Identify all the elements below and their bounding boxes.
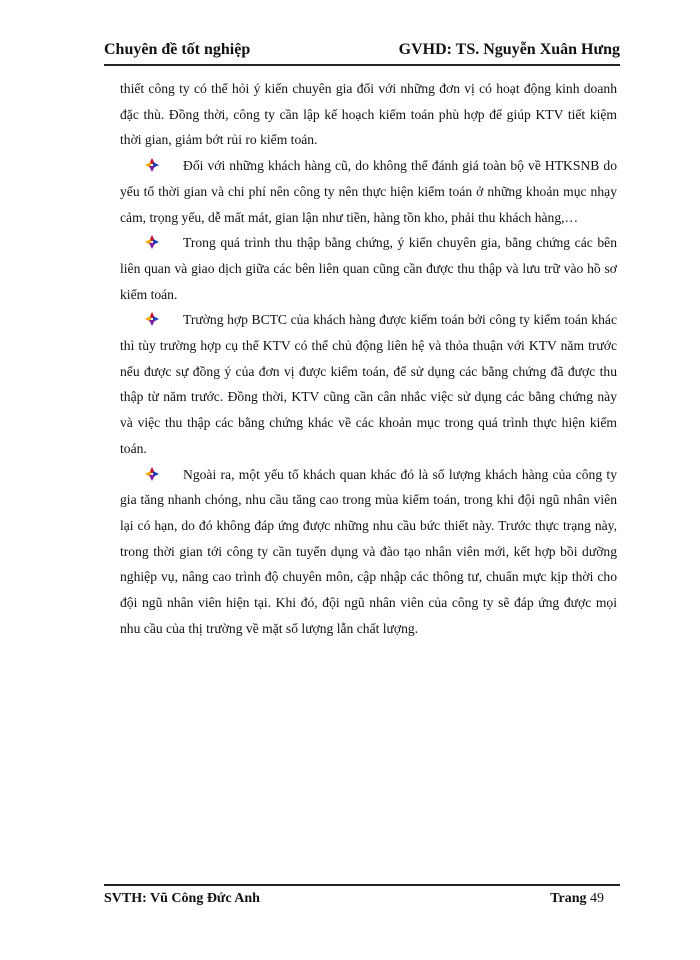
arrow-bullet-icon [145,312,159,326]
page-number-value: 49 [590,891,604,906]
arrow-bullet-icon [145,467,159,481]
header-title: Chuyên đề tốt nghiệp [104,41,251,58]
bullet-text: Trường hợp BCTC của khách hàng được kiểm toán bởi công ty kiểm toán khác thì tùy trường hợp cụ thể KTV có thể chủ động liên hệ và thỏa thuận với KTV năm trước nếu được sự đồng ý của đơn vị được kiểm toán, để sử dụng các bằng chứng đã được thu thập từ năm trước. Đồng thời, KTV cũng cần cân nhắc việc sử dụng các bằng chứng này và việc thu thập các bằng chứng khác về các khoản mục trong quá trình thực hiện kiểm toán. [120,312,617,456]
bullet-paragraph-3 [120,307,617,461]
bullet-text: Trong quá trình thu thập bằng chứng, ý kiến chuyên gia, bằng chứng các bên liên quan và giao dịch giữa các bên liên quan cũng cần được thu thập và lưu trữ vào hồ sơ kiểm toán. [120,235,617,302]
page-label: Trang [550,891,587,906]
arrow-bullet-icon [145,235,159,249]
paragraph-continuation: thiết công ty có thể hỏi ý kiến chuyên gia đối với những đơn vị có hoạt động kinh doanh đặc thù. Đồng thời, công ty cần lập kế hoạch kiểm toán phù hợp để giúp KTV tiết kiệm thời gian, giảm bớt rủi ro kiểm toán. [120,81,617,148]
arrow-bullet-icon [145,158,159,172]
header-advisor: GVHD: TS. Nguyễn Xuân Hưng [398,41,620,58]
bullet-paragraph-2 [120,230,617,307]
body-text [120,76,617,641]
page-header [104,40,620,66]
bullet-text: Ngoài ra, một yếu tố khách quan khác đó là số lượng khách hàng của công ty gia tăng nhanh chóng, nhu cầu tăng cao trong mùa kiểm toán, trong khi đội ngũ nhân viên lại có hạn, do đó không đáp ứng được những nhu cầu bức thiết này. Trước thực trạng này, trong thời gian tới công ty cần tuyển dụng và đào tạo nhân viên mới, kết hợp bồi dưỡng nghiệp vụ, nâng cao trình độ chuyên môn, cập nhập các thông tư, chuẩn mực kịp thời cho đội ngũ nhân viên hiện tại. Khi đó, đội ngũ nhân viên của công ty sẽ đáp ứng được mọi nhu cầu của thị trường về mặt số lượng lẫn chất lượng. [120,466,617,636]
bullet-paragraph-1 [120,153,617,230]
page-footer [104,884,620,914]
bullet-paragraph-4 [120,462,617,642]
page-number [550,890,604,908]
bullet-text: Đối với những khách hàng cũ, do không thể đánh giá toàn bộ về HTKSNB do yếu tố thời gian và chi phí nên công ty nên thực hiện kiểm toán ở những khoản mục nhạy cảm, trọng yếu, dễ mất mát, gian lận như tiền, hàng tồn kho, phải thu khách hàng,… [120,158,617,225]
footer-author: SVTH: Vũ Công Đức Anh [104,891,260,906]
